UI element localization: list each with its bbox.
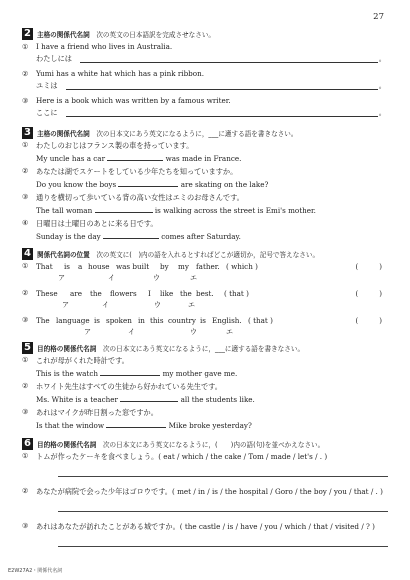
question-item: ① トムが作ったケーキを食べましょう。( eat / which / the cake / Tom / made / let's / . ) <box>22 451 388 486</box>
question-item: ① わたしのおじはフランス製の車を持っています。 My uncle has a car was made in France. <box>22 141 242 163</box>
sentence: The language is spoken in this country is English. ( that ) <box>36 316 273 325</box>
section-number: 6 <box>22 438 33 450</box>
position-marks: ア イ ウ エ <box>62 301 195 309</box>
page-number: 27 <box>373 12 384 22</box>
answer-bracket[interactable]: ( ) <box>355 317 382 325</box>
question-item: ② あなたは湖でスケートをしている少年たちを知っていますか。 Do you know the boys are skating on the lake? <box>22 167 269 189</box>
question-item: ① That is a house was built by my father. ( which ) ア イ ウ エ ( ) <box>22 261 388 288</box>
question-item: ① I have a friend who lives in Australia. わたしには 。 <box>22 42 386 63</box>
section-title: 関係代名詞の位置 次の英文に( )内の語を入れるとすればどこが適切か，記号で答えなさい。 <box>37 251 320 259</box>
section-title: 目的格の関係代名詞 次の日本文にあう英文になるように，___に適する語を書きなさい。 <box>37 345 305 353</box>
blank-field[interactable] <box>107 152 163 161</box>
question-item: ② Yumi has a white hat which has a pink ribbon. ユミは 。 <box>22 69 386 90</box>
translation-lead: ユミは <box>36 81 58 90</box>
section-3 <box>22 127 388 244</box>
section-title: 主格の関係代名詞 次の日本文にあう英文になるように，___に適する語を書きなさい。 <box>37 130 298 138</box>
section-number: 4 <box>22 248 33 260</box>
section-5 <box>22 342 388 433</box>
position-marks: ア イ ウ エ <box>58 274 197 282</box>
section-number: 3 <box>22 127 33 139</box>
question-item: ④ 日曜日は土曜日のあとに来る日です。 Sunday is the day comes after Saturday. <box>22 219 241 241</box>
answer-line[interactable] <box>58 511 388 512</box>
question-item: ③ あれはあなたが訪れたことがある城ですか。( the castle / is / have / you / which / that / visited / ? ) <box>22 521 388 556</box>
question-item: ② あなたが病院で会った少年はゴロウです。( met / in / is / the hospital / Goro / the boy / you / that / . ) <box>22 486 388 521</box>
section-title: 目的格の関係代名詞 次の日本文にあう英文になるように，( )内の語(句)を並べかえなさい。 <box>37 441 325 449</box>
translation-lead: ここに <box>36 108 58 117</box>
answer-bracket[interactable]: ( ) <box>355 263 382 271</box>
question-item: ③ The language is spoken in this country is English. ( that ) ア イ ウ エ ( ) <box>22 315 388 342</box>
blank-field[interactable] <box>106 419 166 428</box>
section-4 <box>22 248 388 342</box>
section-number: 2 <box>22 28 33 40</box>
question-item: ① これが母がくれた時計です。 This is the watch my mother gave me. <box>22 356 238 378</box>
section-number: 5 <box>22 342 33 354</box>
footer-code: E2W27A2・関係代名詞 <box>8 568 63 574</box>
question-item: ③ Here is a book which was written by a famous writer. ここに 。 <box>22 96 386 117</box>
sentence: That is a house was built by my father. ( which ) <box>36 262 258 271</box>
section-6 <box>22 438 388 556</box>
section-title: 主格の関係代名詞 次の英文の日本語訳を完成させなさい。 <box>37 31 216 39</box>
blank-field[interactable] <box>103 230 159 239</box>
position-marks: ア イ ウ エ <box>84 328 233 336</box>
question-item: ② These are the flowers I like the best. ( that ) ア イ ウ エ ( ) <box>22 288 388 315</box>
answer-line[interactable] <box>58 476 388 477</box>
sentence: These are the flowers I like the best. ( that ) <box>36 289 249 298</box>
blank-field[interactable] <box>120 393 178 402</box>
translation-lead: わたしには <box>36 54 72 63</box>
answer-line[interactable] <box>66 108 378 117</box>
answer-bracket[interactable]: ( ) <box>355 290 382 298</box>
blank-field[interactable] <box>95 204 153 213</box>
question-item: ③ あれはマイクが昨日割った窓ですか。 Is that the window Mike broke yesterday? <box>22 408 252 430</box>
section-2 <box>22 28 388 122</box>
blank-field[interactable] <box>100 367 160 376</box>
question-item: ③ 通りを横切って歩いている背の高い女性はエミのお母さんです。 The tall woman is walking across the street is Emi's mother. <box>22 193 316 215</box>
answer-line[interactable] <box>66 81 378 90</box>
question-item: ② ホワイト先生はすべての生徒から好かれている先生です。 Ms. White is a teacher all the students like. <box>22 382 255 404</box>
answer-line[interactable] <box>58 546 388 547</box>
answer-line[interactable] <box>80 54 378 63</box>
blank-field[interactable] <box>118 178 178 187</box>
